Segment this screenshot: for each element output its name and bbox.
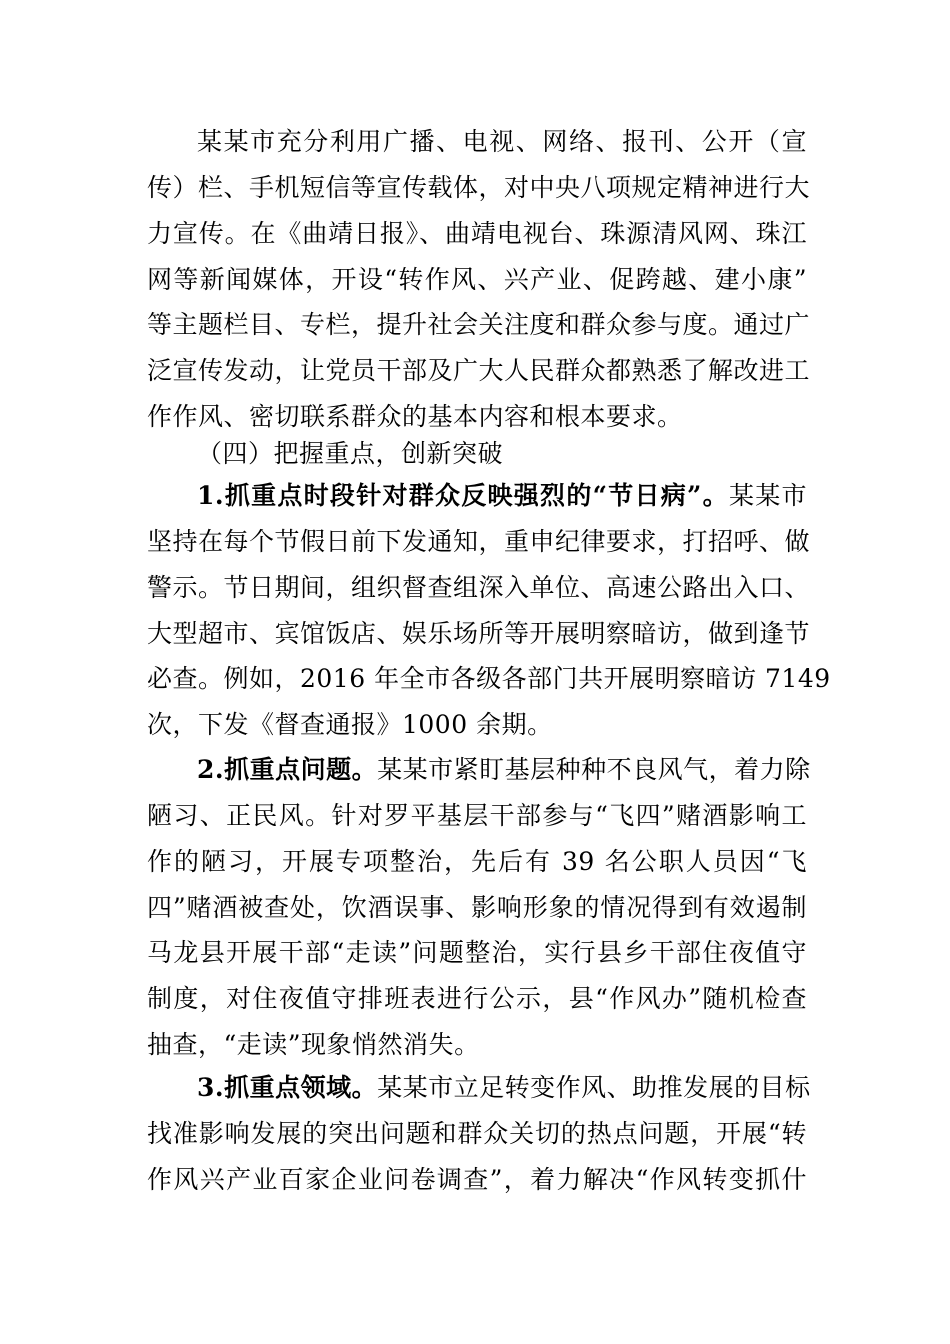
paragraph-line: 坚持在每个节假日前下发通知，重申纪律要求，打招呼、做: [147, 527, 811, 556]
item-lead: 2.抓重点问题。: [197, 755, 378, 784]
paragraph-line: 网等新闻媒体，开设“转作风、兴产业、促跨越、建小康”: [147, 265, 807, 294]
paragraph-line: 陋习、正民风。针对罗平基层干部参与“飞四”赌酒影响工: [147, 801, 807, 830]
paragraph-line: 某某市充分利用广播、电视、网络、报刊、公开（宣: [197, 127, 807, 156]
item-first-line: [197, 1065, 811, 1111]
paragraph-line: 作作风、密切联系群众的基本内容和根本要求。: [147, 402, 683, 431]
item-first-line: [197, 473, 807, 519]
paragraph-line: 作的陋习，开展专项整治，先后有 39 名公职人员因“飞: [147, 847, 807, 876]
paragraph-line: 泛宣传发动，让党员干部及广大人民群众都熟悉了解改进工: [147, 356, 811, 385]
item-lead: 3.抓重点领域。: [197, 1073, 378, 1102]
section-heading: （四）把握重点，创新突破: [197, 439, 504, 468]
paragraph-line: 警示。节日期间，组织督查组深入单位、高速公路出入口、: [147, 573, 811, 602]
item-lead: 1.抓重点时段针对群众反映强烈的“节日病”。: [197, 481, 729, 510]
paragraph-line: 大型超市、宾馆饭店、娱乐场所等开展明察暗访，做到逢节: [147, 619, 811, 648]
item-first-text: 某某市立足转变作风、助推发展的目标: [377, 1073, 811, 1102]
item-first-text: 某某市: [728, 481, 807, 510]
paragraph-line: 四”赌酒被查处，饮酒误事、影响形象的情况得到有效遏制: [147, 893, 807, 922]
paragraph-line: 必查。例如，2016 年全市各级各部门共开展明察暗访 7149: [147, 664, 831, 693]
item-first-line: [197, 747, 811, 793]
paragraph-line: 找准影响发展的突出问题和群众关切的热点问题，开展“转: [147, 1119, 807, 1148]
paragraph-line: 制度，对住夜值守排班表进行公示，县“作风办”随机检查: [147, 984, 807, 1013]
item-first-text: 某某市紧盯基层种种不良风气，着力除: [377, 755, 811, 784]
paragraph-line: 作风兴产业百家企业问卷调查”，着力解决“作风转变抓什: [147, 1165, 807, 1194]
paragraph-line: 等主题栏目、专栏，提升社会关注度和群众参与度。通过广: [147, 310, 811, 339]
paragraph-line: 力宣传。在《曲靖日报》、曲靖电视台、珠源清风网、珠江: [147, 219, 807, 248]
paragraph-line: 抽查，“走读”现象悄然消失。: [147, 1030, 480, 1059]
paragraph-line: 马龙县开展干部“走读”问题整治，实行县乡干部住夜值守: [147, 938, 807, 967]
paragraph-line: 传）栏、手机短信等宣传载体，对中央八项规定精神进行大: [147, 173, 811, 202]
paragraph-line: 次，下发《督查通报》1000 余期。: [147, 710, 553, 739]
